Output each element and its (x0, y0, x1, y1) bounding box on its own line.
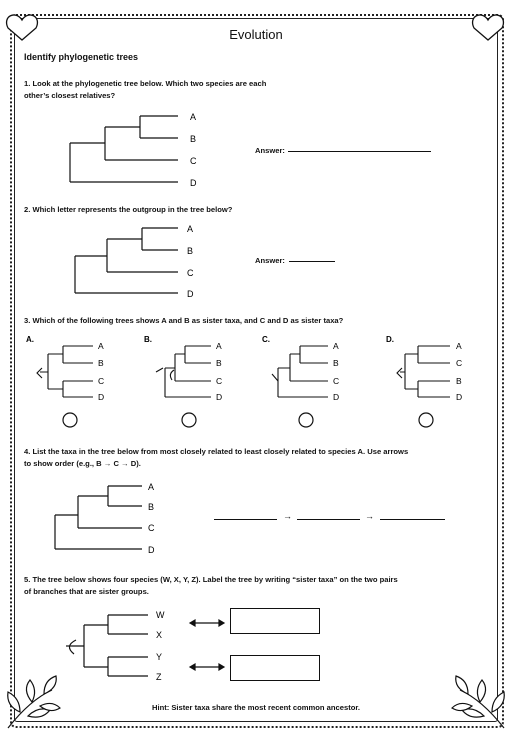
tree-label: B (456, 376, 462, 386)
tree-label: C (190, 156, 197, 166)
tree-label: A (216, 341, 222, 351)
sister-taxa-box-1[interactable] (230, 608, 320, 634)
tree-label: B (333, 358, 339, 368)
order-blank-1[interactable] (214, 519, 277, 520)
tree-label: B (216, 358, 222, 368)
tree-label: A (187, 224, 194, 234)
answer-label: Answer: (255, 146, 285, 155)
tree-label: D (190, 178, 197, 188)
answer-label: Answer: (255, 256, 285, 265)
tree-label: D (187, 289, 194, 299)
option-a-radio[interactable] (63, 413, 77, 427)
tree-label: A (98, 341, 104, 351)
tree-label: X (156, 630, 163, 640)
option-b-radio[interactable] (182, 413, 196, 427)
arrow-glyph: → (365, 511, 374, 521)
option-letter: D. (386, 335, 394, 344)
option-letter: A. (26, 335, 34, 344)
tree-label: C (148, 523, 155, 533)
tree-label: A (456, 341, 462, 351)
page-title: Evolution (229, 27, 283, 42)
tree-label: C (98, 376, 105, 386)
tree-label: B (98, 358, 104, 368)
option-d-radio[interactable] (419, 413, 433, 427)
question-5-text: 5. The tree below shows four species (W, X, Y, Z). Label the tree by writing “sister taxa” on the two pairs of branches that are sister groups. (24, 575, 398, 596)
tree-label: A (148, 482, 155, 492)
tree-label: D (216, 392, 223, 402)
hint-text: Hint: Sister taxa share the most recent common ancestor. (151, 703, 361, 712)
tree-label: B (187, 246, 194, 256)
tree-label: B (190, 134, 197, 144)
order-blank-2[interactable] (297, 519, 360, 520)
tree-label: D (333, 392, 340, 402)
tree-label: C (216, 376, 223, 386)
tree-label: A (190, 112, 197, 122)
section-heading: Identify phylogenetic trees (24, 52, 139, 62)
arrow-glyph: → (283, 511, 292, 521)
tree-label: C (456, 358, 463, 368)
tree-label: D (98, 392, 105, 402)
option-c-radio[interactable] (299, 413, 313, 427)
question-1-text: 1. Look at the phylogenetic tree below. Which two species are each other’s closest relatives? (24, 79, 267, 100)
tree-label: A (333, 341, 339, 351)
tree-label: C (333, 376, 340, 386)
option-letter: B. (144, 335, 152, 344)
question-4-text: 4. List the taxa in the tree below from most closely related to least closely related to species A. Use arrows to show order (e.g., B → C → D). (24, 447, 409, 468)
option-letter: C. (262, 335, 270, 344)
question-2-text: 2. Which letter represents the outgroup in the tree below? (24, 205, 233, 214)
sister-taxa-box-2[interactable] (230, 655, 320, 681)
tree-label: W (156, 610, 165, 620)
tree-label: D (148, 545, 155, 555)
tree-label: Y (156, 652, 163, 662)
tree-label: C (187, 268, 194, 278)
question-3-text: 3. Which of the following trees shows A and B as sister taxa, and C and D as sister taxa? (24, 316, 344, 325)
order-blank-3[interactable] (380, 519, 445, 520)
tree-label: Z (156, 672, 162, 682)
tree-label: B (148, 502, 155, 512)
tree-label: D (456, 392, 463, 402)
